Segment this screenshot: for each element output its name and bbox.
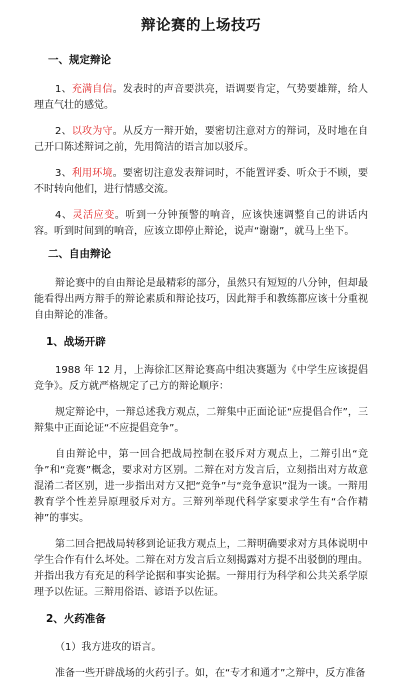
tip-paragraph-2 [34, 124, 368, 156]
tip-keyword: 以攻为守 [71, 126, 113, 137]
intro-paragraph: 辩论赛中的自由辩论是最精彩的部分，虽然只有短短的八分钟，但却最能看得出两方辩手的辩论素质和辩论技巧，因此辩手和教练都应该十分重视自由辩论的准备。 [34, 278, 368, 321]
tip-text: 。发表时的声音要洪亮，语调要肯定，气势要雄辩，给人理直气壮的感觉。 [34, 84, 369, 111]
tip-keyword: 灵活应变 [72, 210, 115, 221]
section-heading-free-debate: 二、自由辩论 [48, 248, 111, 260]
tip-number: 3、 [55, 168, 72, 179]
tip-paragraph-1 [34, 82, 368, 114]
tip-paragraph-4 [34, 208, 368, 240]
body-paragraph: 自由辩论中，第一回合把战局控制在驳斥对方观点上，二辩引出“竞争”和“竞赛”概念，要求对方区别。二辩在对方发言后，立刻指出对方故意混淆二者区别，进一步指出对方又把“竞争”与“竞争意识”混为一谈。一辩用教育学个性差异原理驳斥对方。三辩列举现代科学家要求学生有“合作精神”的事实。 [34, 449, 368, 524]
tip-keyword: 利用环境 [71, 168, 113, 179]
body-paragraph: 准备一些开辟战场的火药引子。如，在“专才和通才”之辩中，反方准备 [55, 668, 366, 679]
subsection-heading-battlefield: 1、战场开辟 [46, 336, 106, 348]
subsection-heading-ammunition: 2、火药准备 [46, 613, 106, 625]
section-heading-rules: 一、规定辩论 [48, 54, 111, 66]
tip-keyword: 充满自信 [71, 84, 113, 95]
tip-text: 。要密切注意发表辩词时，不能置评委、听众于不顾，要不时转向他们，进行情感交流。 [34, 168, 369, 195]
tip-paragraph-3 [34, 166, 368, 198]
tip-number: 1、 [55, 84, 72, 95]
tip-number: 2、 [55, 126, 72, 137]
body-paragraph: （1）我方进攻的语言。 [55, 642, 162, 653]
body-paragraph: 规定辩论中，一辩总述我方观点，二辩集中正面论证“应提倡合作”，三辩集中正面论证“不应提倡竞争”。 [34, 407, 368, 434]
tip-number: 4、 [55, 210, 73, 221]
tip-text: 。从反方一辩开始，要密切注意对方的辩词，及时地在自己开口陈述辩词之前，先用简洁的语言加以驳斥。 [34, 126, 369, 153]
document-title: 辩论赛的上场技巧 [141, 18, 261, 34]
body-paragraph: 第二回合把战局转移到论证我方观点上，二辩明确要求对方具体说明中学生合作有什么坏处。二辩在对方发言后立刻揭露对方提不出驳倒的理由。并指出我方有充足的科学论据和事实论据。一辩用行为科学和公共关系学原理予以佐证。三辩用俗语、谚语予以佐证。 [34, 539, 368, 598]
body-paragraph: 1988 年 12 月，上海徐汇区辩论赛高中组决赛题为《中学生应该提倡竞争》。反方就严格规定了己方的辩论顺序： [34, 365, 368, 392]
tip-text: 。听到一分钟预警的响音，应该快速调整自己的讲话内容。听到时间到的响音，应该立即停止辩论，说声“谢谢”，就马上坐下。 [34, 210, 368, 237]
